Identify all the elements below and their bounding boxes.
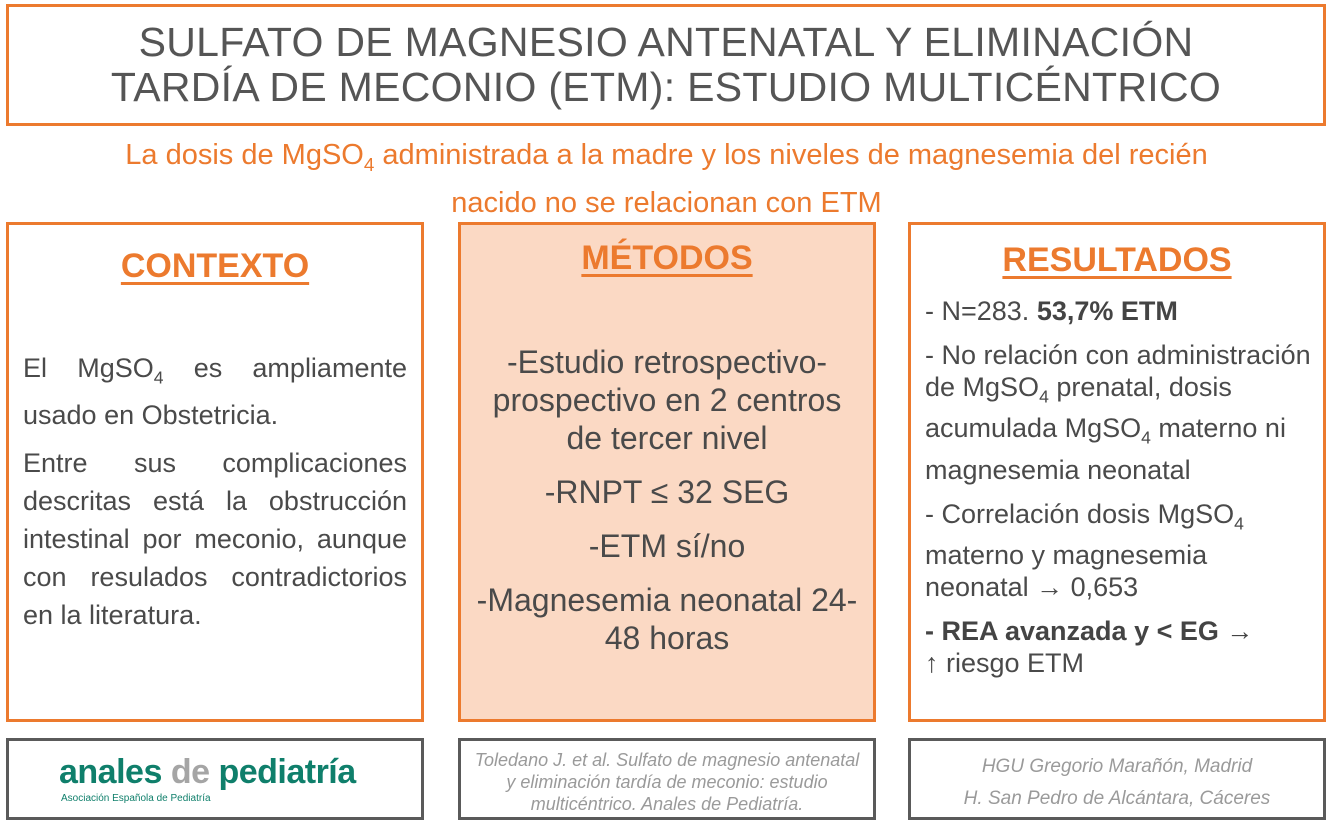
hospital-1: HGU Gregorio Marañón, Madrid (981, 756, 1253, 777)
resultados-r3-a: - Correlación dosis MgSO (925, 498, 1235, 529)
resultados-r2-a: - No relación con administración de MgSO (925, 340, 1311, 402)
logo-text-c: pediatría (209, 753, 356, 791)
resultados-item-1 (925, 295, 1313, 327)
citation-text: Toledano J. et al. Sulfato de magnesio antenatal y eliminación tardía de meconio: estudio multicéntrico. Anales de Pediatría. (474, 750, 860, 814)
resultados-item-2 (925, 339, 1313, 486)
contexto-paragraph-2: Entre sus complicaciones descritas está la obstrucción intestinal por meconio, aunque con resulados contradictorios en la literatura. (23, 448, 407, 631)
title-line-1: SULFATO DE MAGNESIO ANTENATAL Y ELIMINACIÓN (138, 19, 1194, 65)
citation-panel (458, 738, 876, 820)
logo-panel (6, 738, 424, 820)
resultados-r1-a: - N=283. (925, 296, 1037, 326)
resultados-r2-sub1: 4 (1039, 386, 1049, 407)
journal-logo (59, 753, 356, 792)
hospitals-list (911, 751, 1323, 815)
contexto-paragraph-1 (23, 349, 407, 434)
resultados-r4-b: ↑ riesgo ETM (925, 648, 1085, 679)
hospital-2: H. San Pedro de Alcántara, Cáceres (963, 788, 1271, 809)
hospitals-panel (908, 738, 1326, 820)
resultados-r2-b: prenatal, dosis acumulada MgSO (925, 372, 1232, 444)
subtitle-line-2: nacido no se relacionan con ETM (451, 186, 882, 219)
resultados-heading: RESULTADOS (1002, 241, 1232, 279)
contexto-p1-a: El MgSO (23, 353, 154, 383)
metodos-item-4: -Magnesemia neonatal 24-48 horas (476, 582, 858, 656)
subtitle-text-a: La dosis de MgSO (125, 139, 364, 171)
page-title (111, 20, 1221, 110)
resultados-item-3 (925, 498, 1313, 603)
logo-text-b: de (170, 753, 210, 791)
metodos-item-3: -ETM sí/no (588, 528, 746, 564)
resultados-item-4 (925, 615, 1313, 679)
resultados-r1-b: 53,7% ETM (1036, 296, 1178, 326)
title-box (6, 4, 1326, 126)
resultados-r2-c: materno ni magnesemia neonatal (925, 413, 1286, 485)
resultados-r3-sub: 4 (1234, 513, 1244, 534)
contexto-heading: CONTEXTO (120, 247, 310, 285)
metodos-panel (458, 222, 876, 722)
contexto-p1-sub: 4 (153, 367, 164, 388)
subtitle-subscript: 4 (363, 153, 375, 175)
logo-text-a: anales (59, 753, 171, 791)
contexto-panel (6, 222, 424, 722)
logo-subtitle: Asociación Española de Pediatría (61, 793, 211, 804)
contexto-p1-b: es ampliamente usado en Obstetricia. (23, 353, 407, 431)
contexto-body (23, 349, 407, 644)
resultados-r3-b: materno y magnesemia neonatal → 0,653 (925, 540, 1208, 603)
metodos-item-2: -RNPT ≤ 32 SEG (544, 474, 790, 510)
metodos-body (461, 343, 873, 673)
metodos-heading: MÉTODOS (581, 239, 753, 277)
subtitle-text-b: administrada a la madre y los niveles de magnesemia del recién (374, 139, 1208, 171)
metodos-item-1: -Estudio retrospectivo-prospectivo en 2 centros de tercer nivel (492, 344, 842, 456)
resultados-r2-sub2: 4 (1141, 427, 1151, 448)
title-line-2: TARDÍA DE MECONIO (ETM): ESTUDIO MULTICÉNTRICO (110, 64, 1222, 110)
resultados-body (925, 295, 1313, 691)
resultados-r4-a: - REA avanzada y < EG → (925, 616, 1254, 647)
resultados-panel (908, 222, 1326, 722)
subtitle (0, 136, 1333, 222)
